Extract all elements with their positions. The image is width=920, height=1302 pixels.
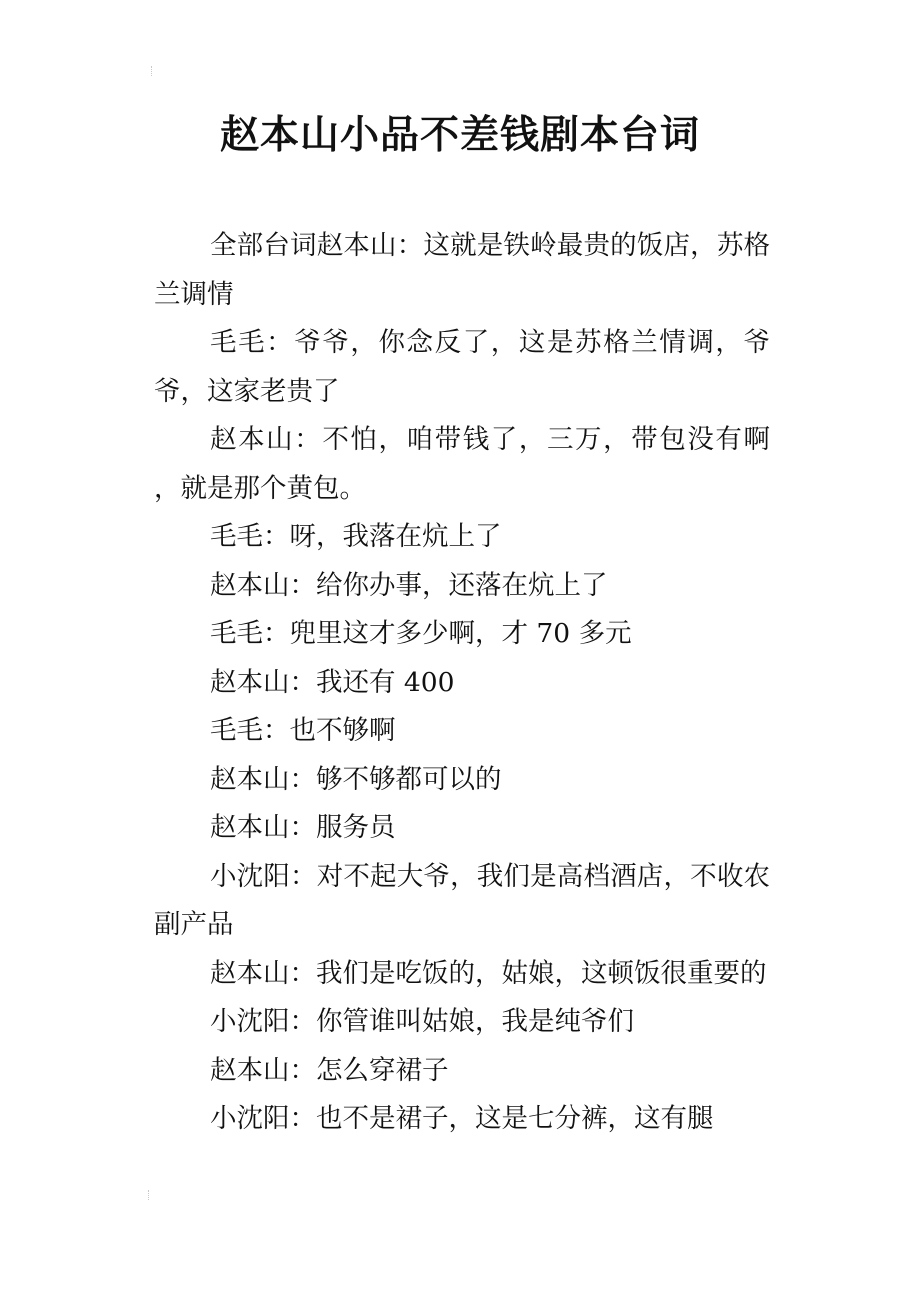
dialogue-line: 赵本山：怎么穿裙子 xyxy=(210,1054,449,1086)
dialogue-line: 赵本山：够不够都可以的 xyxy=(210,763,502,795)
dialogue-line: 小沈阳：也不是裙子，这是七分裤，这有腿 xyxy=(210,1103,714,1134)
dialogue-line: 小沈阳：你管谁叫姑娘，我是纯爷们 xyxy=(210,1006,634,1037)
corner-mark xyxy=(148,1190,153,1200)
dialogue-line: 毛毛：兜里这才多少啊，才 70 多元 xyxy=(210,618,632,649)
dialogue-line: 毛毛：爷爷，你念反了，这是苏格兰情调，爷爷，这家老贵了 xyxy=(154,327,770,407)
dialogue-line: 小沈阳：对不起大爷，我们是高档酒店，不收农副产品 xyxy=(154,860,770,940)
script-body xyxy=(154,222,770,1144)
corner-mark xyxy=(151,66,156,76)
dialogue-line: 赵本山：给你办事，还落在炕上了 xyxy=(210,569,608,601)
page-title: 赵本山小品不差钱剧本台词 xyxy=(219,113,700,158)
dialogue-line: 赵本山：我们是吃饭的，姑娘，这顿饭很重要的 xyxy=(210,957,767,989)
dialogue-line: 毛毛：呀，我落在炕上了 xyxy=(210,521,502,552)
dialogue-line: 赵本山：我还有 400 xyxy=(210,666,455,698)
dialogue-line: 全部台词赵本山：这就是铁岭最贵的饭店，苏格兰调情 xyxy=(154,230,770,310)
dialogue-line: 毛毛：也不够啊 xyxy=(210,715,396,746)
dialogue-line: 赵本山：服务员 xyxy=(210,812,396,843)
dialogue-line: 赵本山：不怕，咱带钱了，三万，带包没有啊 ，就是那个黄包。 xyxy=(154,424,770,504)
